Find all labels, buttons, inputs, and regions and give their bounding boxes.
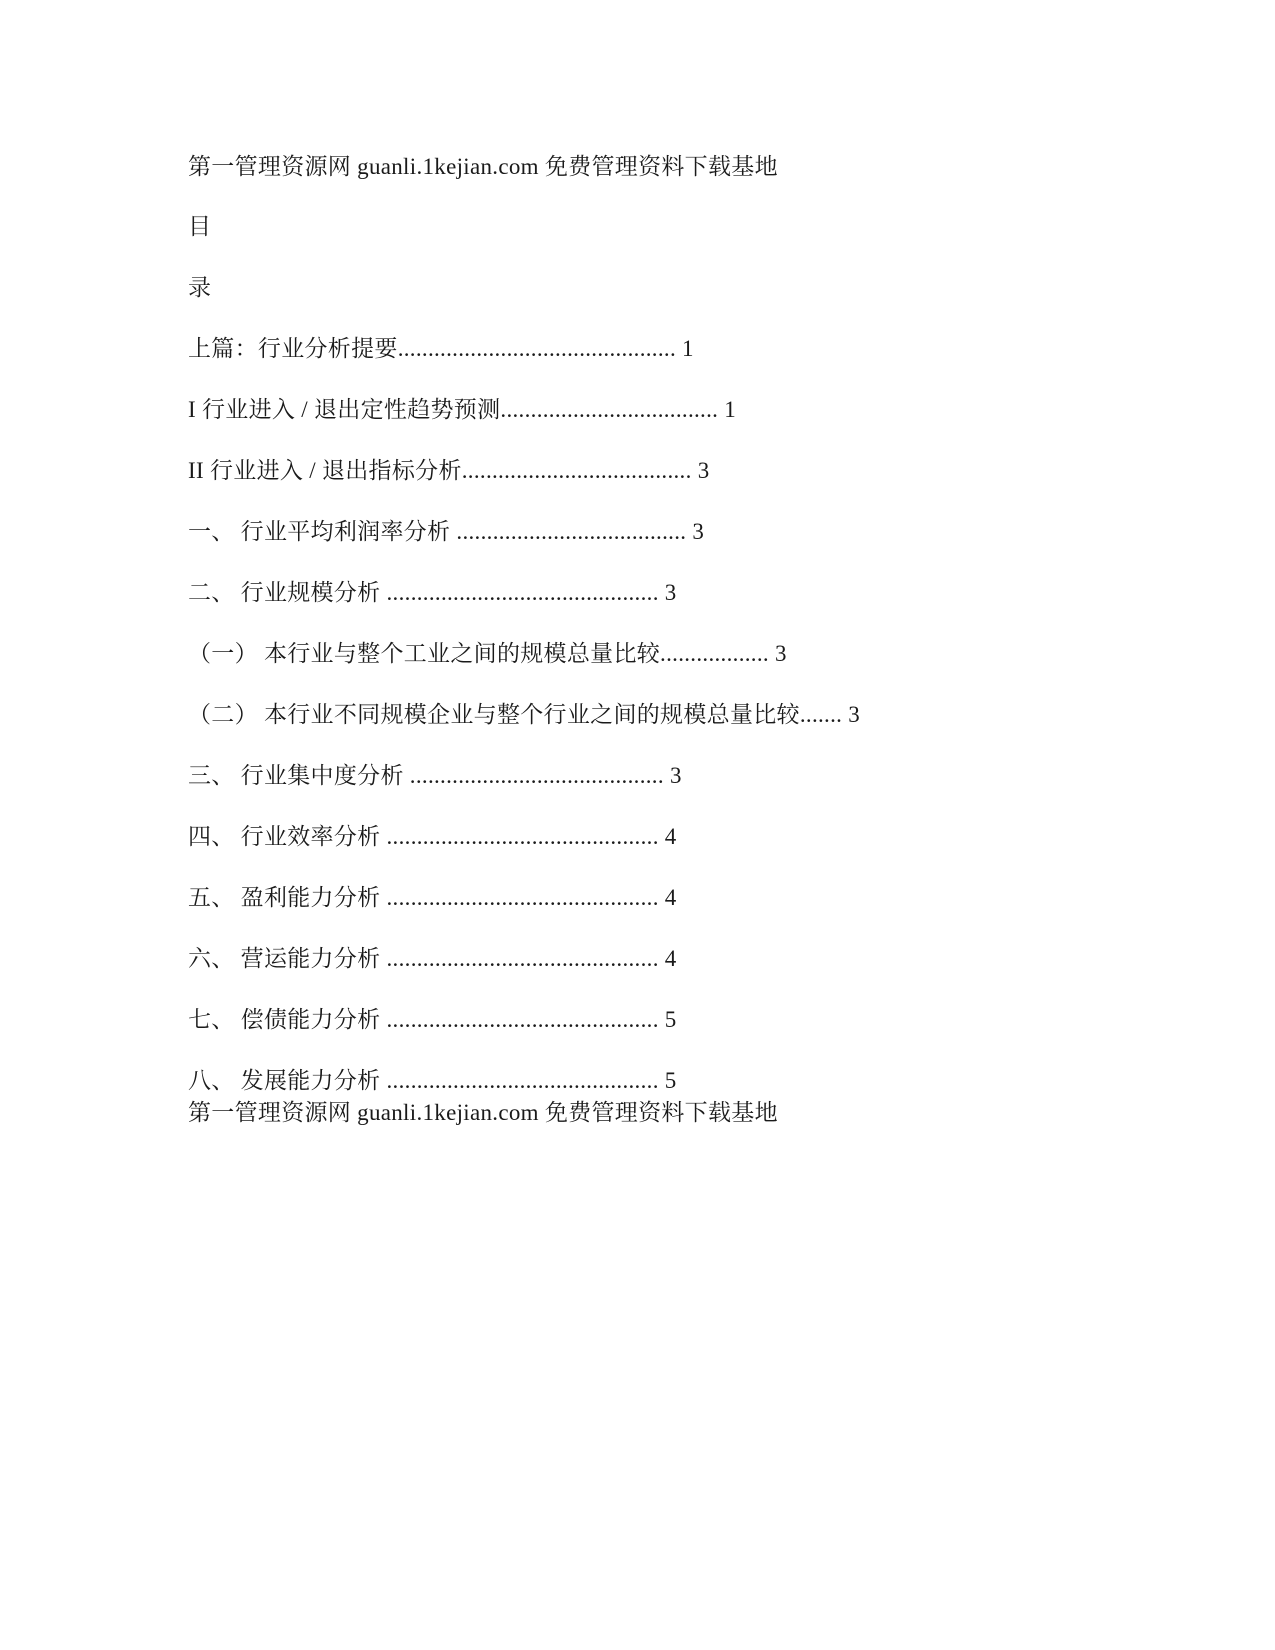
page-header: 第一管理资源网 guanli.1kejian.com 免费管理资料下载基地: [188, 154, 778, 179]
toc-entry[interactable]: 上篇：行业分析提要.............................................. 1: [188, 336, 694, 361]
toc-entry[interactable]: I 行业进入 / 退出定性趋势预测.................................... 1: [188, 397, 737, 422]
toc-title-char-1: 目: [188, 214, 212, 239]
page-footer: 第一管理资源网 guanli.1kejian.com 免费管理资料下载基地: [188, 1100, 778, 1125]
toc-entry[interactable]: 五、 盈利能力分析 ............................................. 4: [188, 885, 677, 910]
toc-entry[interactable]: 一、 行业平均利润率分析 ...................................... 3: [188, 519, 705, 544]
toc-title-char-2: 录: [188, 275, 212, 300]
toc-entry[interactable]: 八、 发展能力分析 ............................................. 5: [188, 1068, 677, 1093]
table-of-contents: [188, 334, 860, 1096]
toc-entry[interactable]: 六、 营运能力分析 ............................................. 4: [188, 946, 677, 971]
toc-entry[interactable]: （一） 本行业与整个工业之间的规模总量比较.................. 3: [188, 641, 787, 666]
toc-entry[interactable]: 七、 偿债能力分析 ............................................. 5: [188, 1007, 677, 1032]
toc-entry[interactable]: （二） 本行业不同规模企业与整个行业之间的规模总量比较....... 3: [188, 702, 861, 727]
toc-entry[interactable]: 四、 行业效率分析 ............................................. 4: [188, 824, 677, 849]
toc-entry[interactable]: II 行业进入 / 退出指标分析...................................... 3: [188, 458, 710, 483]
toc-entry[interactable]: 二、 行业规模分析 ............................................. 3: [188, 580, 677, 605]
toc-entry[interactable]: 三、 行业集中度分析 .......................................... 3: [188, 763, 682, 788]
